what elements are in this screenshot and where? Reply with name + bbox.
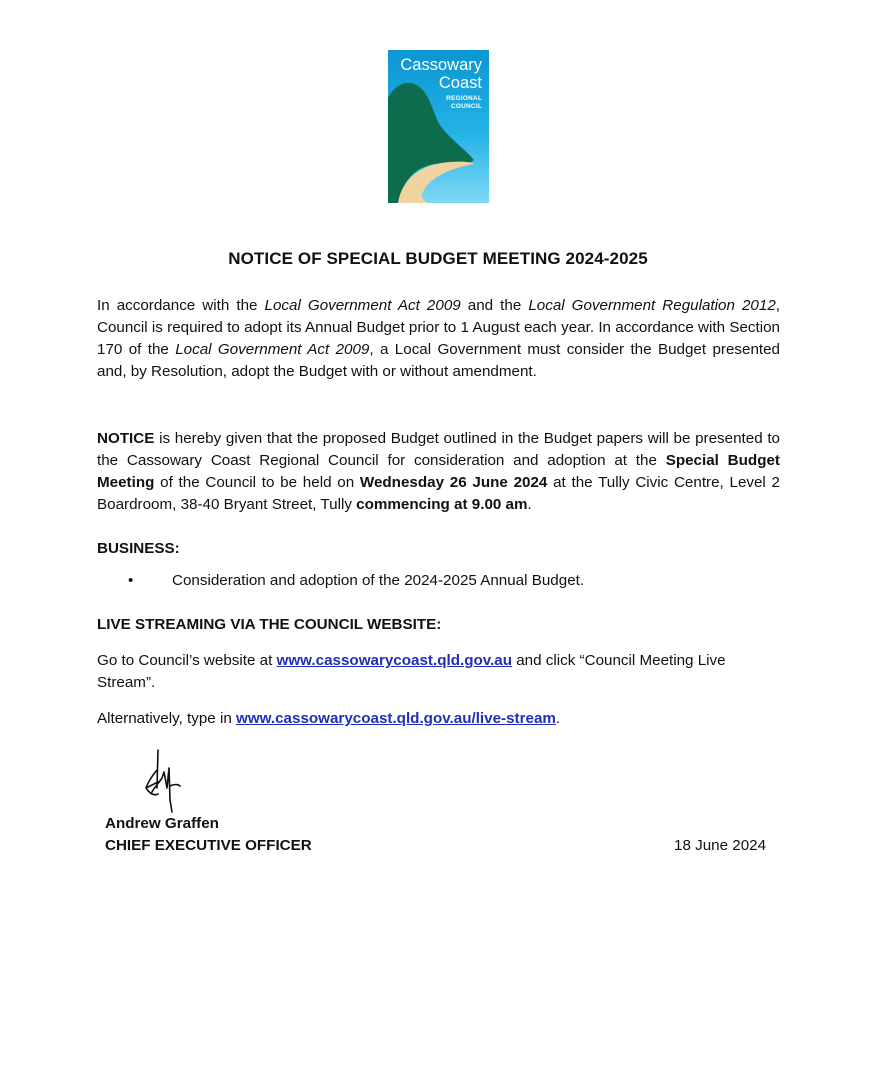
regulation-name: Local Government Regulation 2012 [528, 297, 776, 314]
signatory-name: Andrew Graffen [105, 815, 219, 832]
intro-paragraph [97, 295, 780, 383]
notice-text-3: at the Tully Civic Centre, Level 2 Boardroom, 38-40 Bryant Street, Tully [97, 474, 780, 513]
notice-text-1: is hereby given that the proposed Budget outlined in the Budget papers will be presented to the Cassowary Coast Regional Council for consideration and adoption at the [97, 430, 780, 469]
logo-text-coast: Coast [438, 74, 482, 92]
streaming-text-1: Go to Council’s website at [97, 652, 277, 669]
notice-date: 18 June 2024 [674, 837, 767, 854]
streaming-heading: LIVE STREAMING VIA THE COUNCIL WEBSITE: [97, 616, 442, 633]
signatory-role: CHIEF EXECUTIVE OFFICER [105, 837, 312, 854]
meeting-name: Special Budget Meeting [97, 452, 780, 491]
streaming-alternative [97, 708, 787, 730]
streaming-text-2: and click “Council Meeting Live Stream”. [97, 652, 726, 691]
live-stream-link[interactable]: www.cassowarycoast.qld.gov.au/live-stream [236, 710, 556, 727]
business-heading: BUSINESS: [97, 540, 180, 557]
act-name: Local Government Act 2009 [264, 297, 461, 314]
meeting-time: commencing at 9.00 am [356, 496, 528, 513]
notice-text-4: . [527, 496, 532, 513]
alternative-text-1: Alternatively, type in [97, 710, 237, 727]
meeting-date: Wednesday 26 June 2024 [359, 474, 548, 491]
logo-text-council: COUNCIL [450, 103, 482, 110]
signature-image [140, 748, 186, 814]
logo-text-cassowary: Cassowary [400, 56, 482, 74]
intro-text-2: and the [460, 297, 529, 314]
council-logo [388, 50, 489, 203]
intro-text-1: In accordance with the [97, 297, 265, 314]
intro-text-3: , Council is required to adopt its Annual Budget prior to 1 August each year. In accordance with Section 170 of the [97, 297, 780, 358]
business-item: Consideration and adoption of the 2024-2025 Annual Budget. [172, 572, 585, 589]
streaming-instructions [97, 650, 787, 694]
act-name-2: Local Government Act 2009 [175, 341, 370, 358]
intro-text-4: , a Local Government must consider the Budget presented and, by Resolution, adopt the Budget with or without amendment. [97, 341, 781, 380]
notice-title: NOTICE OF SPECIAL BUDGET MEETING 2024-2025 [228, 249, 648, 268]
notice-paragraph [97, 428, 780, 516]
council-website-link[interactable]: www.cassowarycoast.qld.gov.au [276, 652, 513, 669]
notice-label: NOTICE [97, 430, 155, 447]
notice-text-2: of the Council to be held on [154, 474, 360, 491]
alternative-text-2: . [555, 710, 561, 727]
bullet-icon: • [128, 572, 134, 589]
logo-text-regional: REGIONAL [446, 95, 482, 102]
